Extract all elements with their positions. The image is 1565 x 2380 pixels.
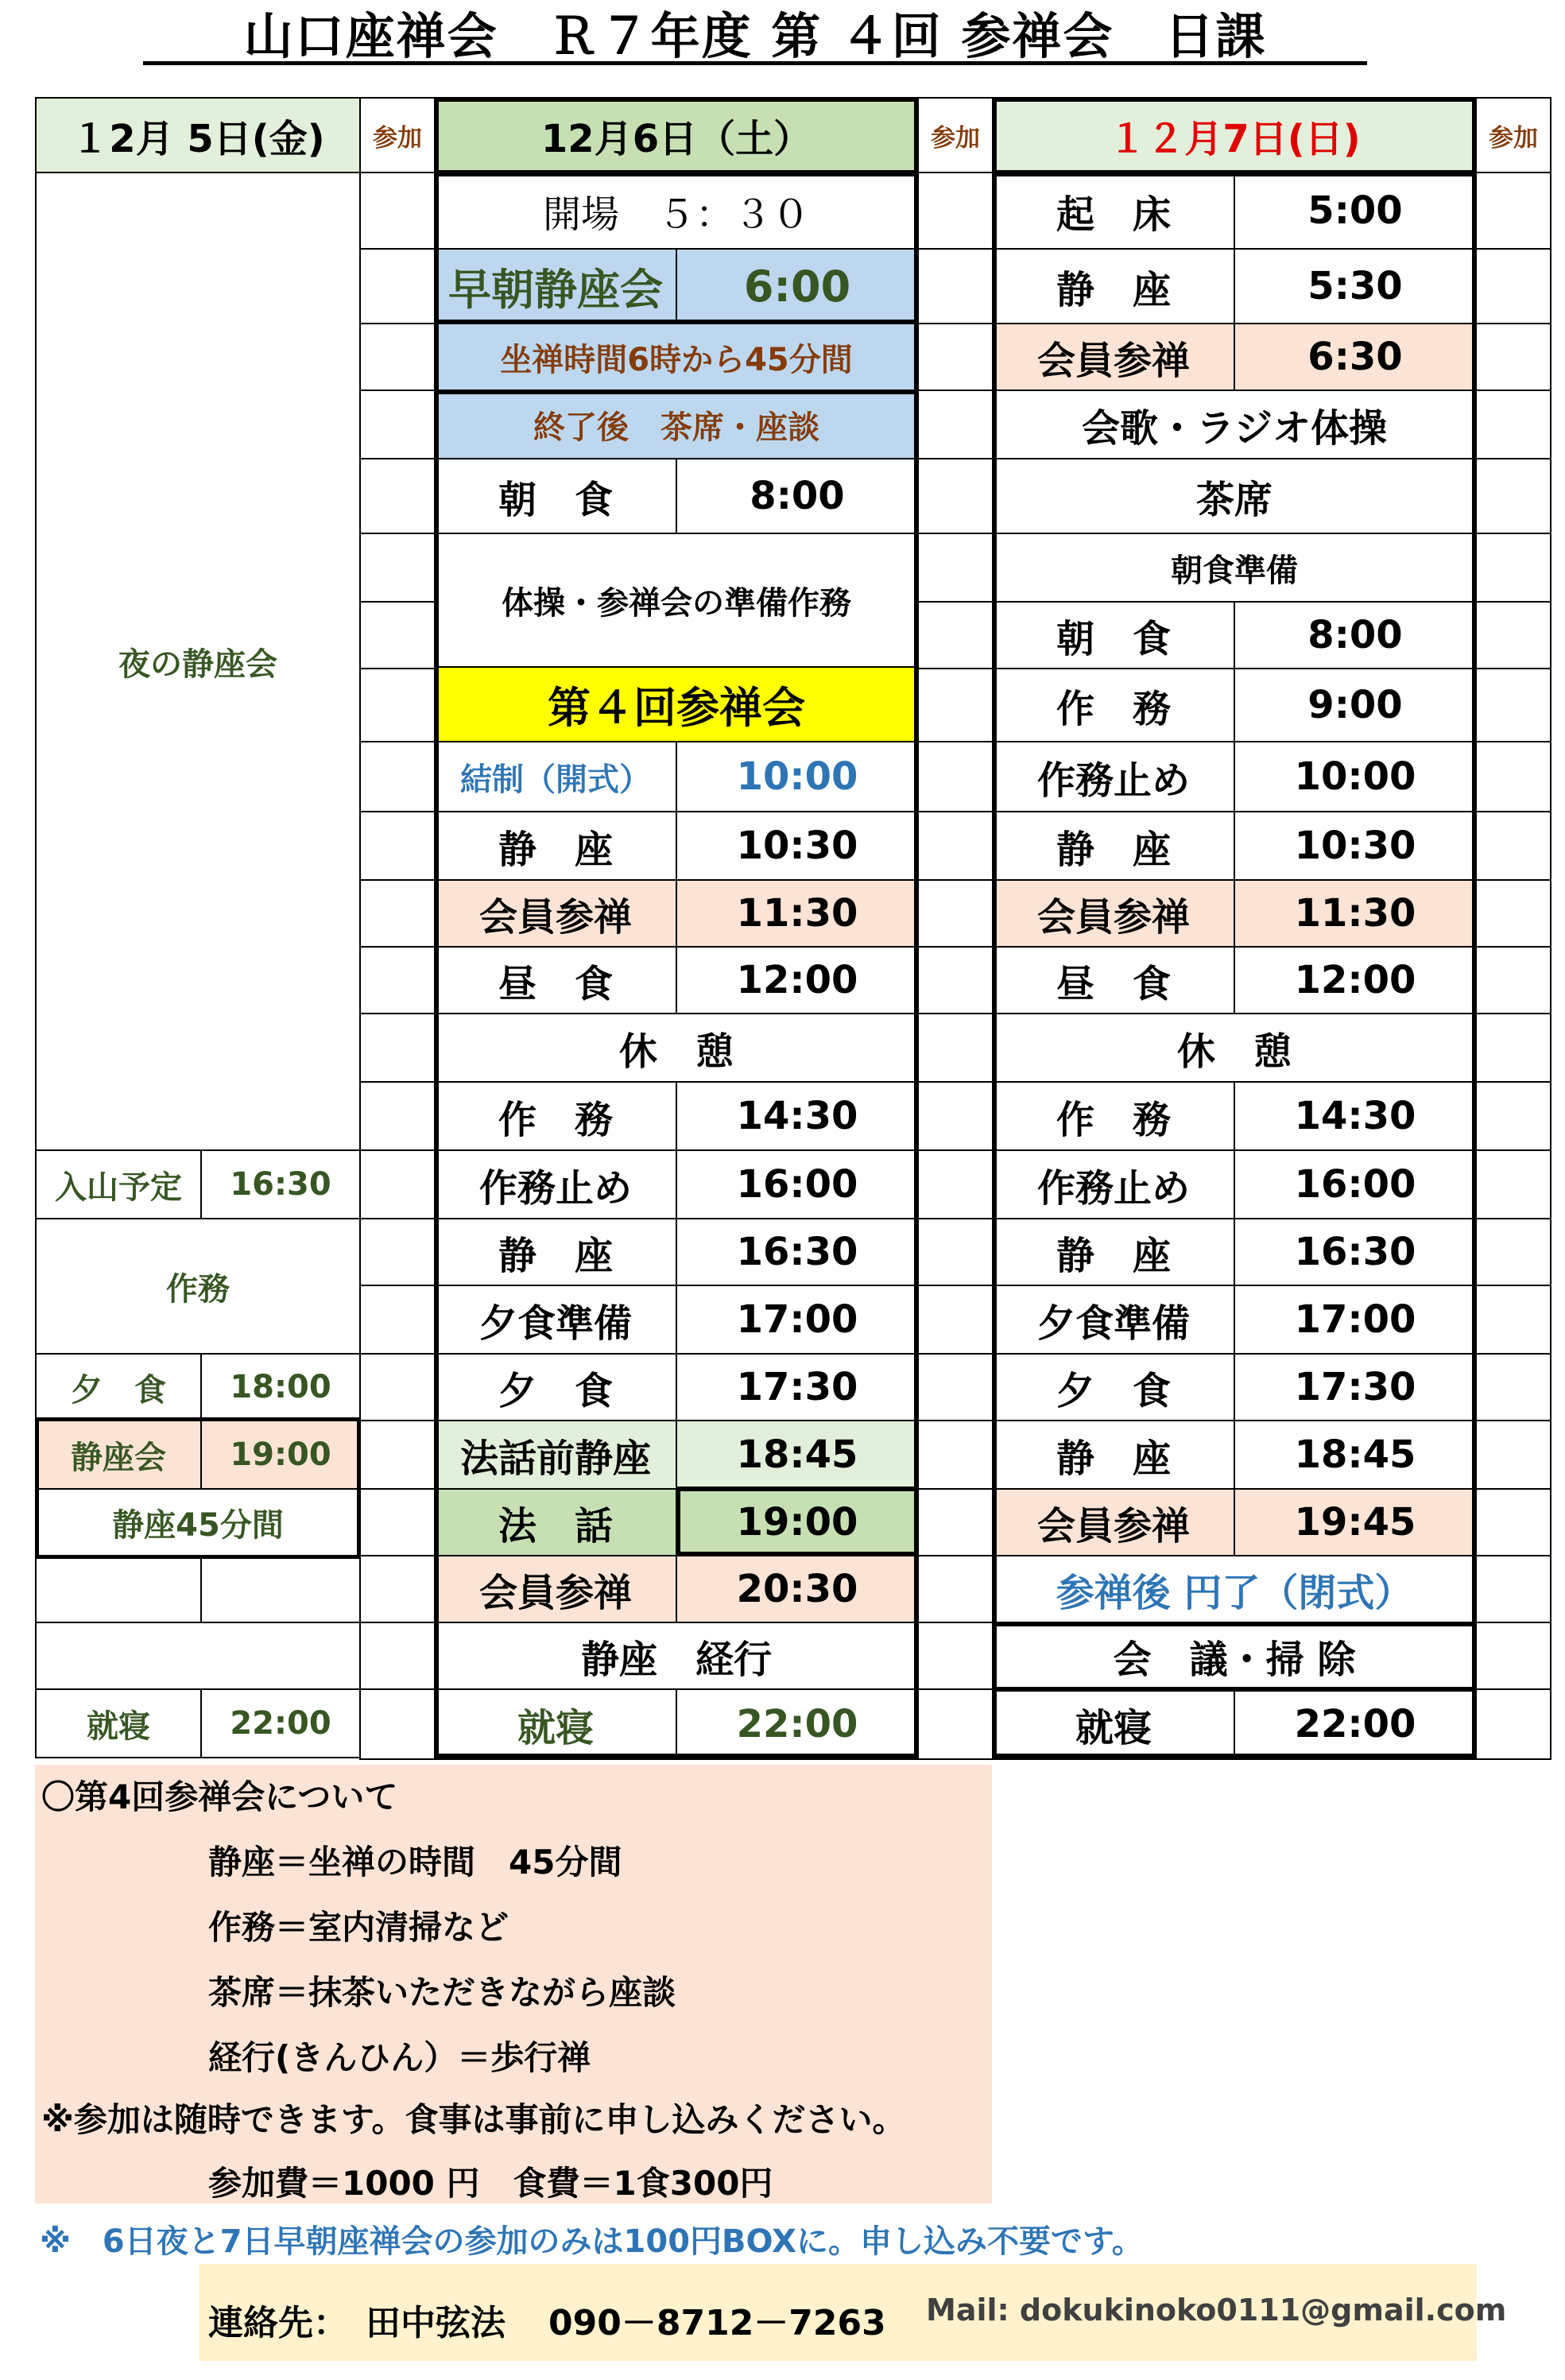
- participation-checkbox[interactable]: [1475, 323, 1551, 391]
- participation-checkbox[interactable]: [359, 390, 436, 459]
- participation-checkbox[interactable]: [917, 946, 994, 1014]
- day1-zazenkai-time: 19:00: [200, 1420, 361, 1490]
- day3-row-label: 作 務: [992, 1081, 1235, 1151]
- contact-box: [199, 2264, 1507, 2361]
- day2-row-time: 16:30: [676, 1218, 919, 1286]
- day3-row-full: 参禅後 円了（閉式）: [992, 1555, 1477, 1623]
- participation-checkbox[interactable]: [359, 741, 436, 812]
- day1-nyuzan-label: 入山予定: [35, 1149, 202, 1219]
- participation-checkbox[interactable]: [1475, 1488, 1551, 1556]
- notes-line-4: 経行(きんひん）＝歩行禅: [208, 2038, 591, 2077]
- participation-checkbox[interactable]: [1475, 811, 1551, 881]
- participation-checkbox[interactable]: [1475, 668, 1551, 742]
- participation-checkbox[interactable]: [1475, 533, 1551, 603]
- day3-row-label: 作 務: [992, 668, 1235, 742]
- day1-blank-row: [35, 1622, 361, 1690]
- participation-checkbox[interactable]: [359, 248, 436, 324]
- participation-checkbox[interactable]: [917, 323, 994, 391]
- participation-checkbox[interactable]: [1475, 1353, 1551, 1421]
- participation-checkbox[interactable]: [917, 1285, 994, 1355]
- day2-row-label: 昼 食: [434, 946, 677, 1014]
- participation-checkbox[interactable]: [359, 323, 436, 391]
- day2-row-label: 作務止め: [434, 1149, 677, 1219]
- day3-row-time: 16:30: [1234, 1218, 1477, 1286]
- day2-row-full: 休 憩: [434, 1013, 919, 1083]
- participation-checkbox[interactable]: [1475, 879, 1551, 948]
- day1-participation-header: 参加: [359, 97, 436, 173]
- participation-checkbox[interactable]: [1475, 1622, 1551, 1690]
- day2-row-time: 17:00: [676, 1285, 919, 1355]
- participation-checkbox[interactable]: [359, 1555, 436, 1623]
- day3-row-time: 10:00: [1234, 741, 1477, 812]
- participation-checkbox[interactable]: [359, 601, 436, 669]
- notes-box: [35, 1765, 992, 2204]
- participation-checkbox[interactable]: [359, 946, 436, 1014]
- participation-checkbox[interactable]: [917, 601, 994, 669]
- participation-checkbox[interactable]: [917, 248, 994, 324]
- day3-participation-header: 参加: [1475, 97, 1551, 173]
- day2-row-time: 10:30: [676, 811, 919, 881]
- participation-checkbox[interactable]: [1475, 1218, 1551, 1286]
- participation-checkbox[interactable]: [917, 811, 994, 881]
- day3-row-label: 起 床: [992, 172, 1235, 250]
- day3-row-full: 朝食準備: [992, 533, 1477, 603]
- notes-line-6: 参加費＝1000 円 食費＝1食300円: [208, 2164, 773, 2203]
- day3-row-time: 22:00: [1234, 1688, 1477, 1760]
- participation-checkbox[interactable]: [917, 1353, 994, 1421]
- participation-checkbox[interactable]: [359, 1149, 436, 1219]
- day1-zazenkai-label: 静座会: [35, 1420, 202, 1490]
- participation-checkbox[interactable]: [1475, 172, 1551, 250]
- day2-breakfast-time: 8:00: [676, 458, 919, 534]
- day2-row-time: 20:30: [676, 1555, 919, 1623]
- box-note: ※ 6日夜と7日早朝座禅会の参加のみは100円BOXに。申し込み不要です。: [40, 2223, 1144, 2260]
- participation-checkbox[interactable]: [359, 1218, 436, 1286]
- day3-row-time: 16:00: [1234, 1149, 1477, 1219]
- participation-checkbox[interactable]: [917, 741, 994, 812]
- day3-row-time: 10:30: [1234, 811, 1477, 881]
- day3-row-time: 14:30: [1234, 1081, 1477, 1151]
- day2-row-time: 16:00: [676, 1149, 919, 1219]
- participation-checkbox[interactable]: [917, 1013, 994, 1083]
- notes-line-5: ※参加は随時できます。食事は事前に申し込みください。: [41, 2100, 906, 2139]
- day1-zazen-45min: 静座45分間: [35, 1488, 361, 1556]
- day2-early-zazen-time: 6:00: [676, 248, 919, 324]
- day2-row-time: 11:30: [676, 879, 919, 948]
- day3-row-label: 作務止め: [992, 741, 1235, 812]
- day3-row-time: 9:00: [1234, 668, 1477, 742]
- participation-checkbox[interactable]: [1475, 1081, 1551, 1151]
- participation-checkbox[interactable]: [917, 668, 994, 742]
- day2-row-label: 夕食準備: [434, 1285, 677, 1355]
- day2-early-zazen-label: 早朝静座会: [434, 248, 677, 324]
- day3-row-label: 静 座: [992, 248, 1235, 324]
- day2-row-time: 18:45: [676, 1420, 919, 1490]
- participation-checkbox[interactable]: [359, 1688, 436, 1760]
- participation-checkbox[interactable]: [917, 533, 994, 603]
- participation-checkbox[interactable]: [917, 1622, 994, 1690]
- day3-row-label: 会員参禅: [992, 1488, 1235, 1556]
- day1-blank-right: [200, 1555, 361, 1623]
- participation-checkbox[interactable]: [1475, 1555, 1551, 1623]
- participation-checkbox[interactable]: [359, 1285, 436, 1355]
- participation-checkbox[interactable]: [359, 1081, 436, 1151]
- participation-checkbox[interactable]: [359, 1013, 436, 1083]
- day3-row-full: 休 憩: [992, 1013, 1477, 1083]
- participation-checkbox[interactable]: [359, 668, 436, 742]
- participation-checkbox[interactable]: [917, 390, 994, 459]
- day1-nyuzan-time: 16:30: [200, 1149, 361, 1219]
- participation-checkbox[interactable]: [1475, 946, 1551, 1014]
- day1-blank-left: [35, 1555, 202, 1623]
- notes-line-2: 作務＝室内清掃など: [208, 1908, 509, 1947]
- participation-checkbox[interactable]: [359, 172, 436, 250]
- day2-row-full: 静座 経行: [434, 1622, 919, 1690]
- participation-checkbox[interactable]: [359, 1420, 436, 1490]
- day3-header: １２月7日(日): [992, 97, 1477, 173]
- day3-row-time: 18:45: [1234, 1420, 1477, 1490]
- day3-row-time: 6:30: [1234, 323, 1477, 391]
- day2-venue-open: 開場 ５：３０: [434, 172, 919, 250]
- day2-row-label: 夕 食: [434, 1353, 677, 1421]
- participation-checkbox[interactable]: [359, 533, 436, 603]
- day1-dinner-time: 18:00: [200, 1353, 361, 1421]
- contact-name: 田中弦法: [366, 2303, 506, 2343]
- participation-checkbox[interactable]: [1475, 741, 1551, 812]
- day3-row-label: 作務止め: [992, 1149, 1235, 1219]
- day2-row-label: 静 座: [434, 1218, 677, 1286]
- day3-row-time: 12:00: [1234, 946, 1477, 1014]
- participation-checkbox[interactable]: [359, 1353, 436, 1421]
- day1-bedtime-label: 就寝: [35, 1688, 202, 1758]
- participation-checkbox[interactable]: [917, 1420, 994, 1490]
- day3-row-time: 19:45: [1234, 1488, 1477, 1556]
- participation-checkbox[interactable]: [1475, 1149, 1551, 1219]
- day2-prep-samu: 体操・参禅会の準備作務: [434, 533, 919, 668]
- participation-checkbox[interactable]: [359, 879, 436, 948]
- participation-checkbox[interactable]: [917, 172, 994, 250]
- day2-row-label: 会員参禅: [434, 1555, 677, 1623]
- page-title: 山口座禅会 Ｒ７年度 第 ４回 参禅会 日課: [143, 11, 1367, 65]
- day2-after-tea: 終了後 茶席・座談: [434, 390, 919, 459]
- participation-checkbox[interactable]: [359, 458, 436, 534]
- participation-checkbox[interactable]: [359, 811, 436, 881]
- day3-row-label: 就寝: [992, 1688, 1235, 1760]
- day3-row-time: 5:30: [1234, 248, 1477, 324]
- day2-row-label: 法話前静座: [434, 1420, 677, 1490]
- day2-row-label: 就寝: [434, 1688, 677, 1760]
- day3-row-label: 会員参禅: [992, 323, 1235, 391]
- participation-checkbox[interactable]: [1475, 248, 1551, 324]
- day2-row-time: 22:00: [676, 1688, 919, 1760]
- day2-row-label: 会員参禅: [434, 879, 677, 948]
- notes-line-3: 茶席＝抹茶いただきながら座談: [208, 1973, 676, 2012]
- day2-participation-header: 参加: [917, 97, 994, 173]
- participation-checkbox[interactable]: [1475, 601, 1551, 669]
- participation-checkbox[interactable]: [1475, 1688, 1551, 1760]
- participation-checkbox[interactable]: [359, 1488, 436, 1556]
- participation-checkbox[interactable]: [1475, 1285, 1551, 1355]
- day2-row-label: 結制（開式）: [434, 741, 677, 812]
- day3-row-label: 夕食準備: [992, 1285, 1235, 1355]
- day3-row-label: 静 座: [992, 811, 1235, 881]
- day3-row-time: 17:00: [1234, 1285, 1477, 1355]
- contact-phone: 090－8712－7263: [548, 2303, 886, 2343]
- day3-row-full: 茶席: [992, 458, 1477, 534]
- contact-email: Mail: dokukinoko0111@gmail.com: [926, 2293, 1507, 2328]
- participation-checkbox[interactable]: [917, 1688, 994, 1760]
- notes-line-1: 静座＝坐禅の時間 45分間: [208, 1843, 622, 1882]
- day1-header: １2月 5日(金): [35, 97, 361, 173]
- day2-row-time: 19:00: [676, 1488, 919, 1556]
- participation-checkbox[interactable]: [917, 1488, 994, 1556]
- day2-row-label: 法 話: [434, 1488, 677, 1556]
- day3-row-label: 昼 食: [992, 946, 1235, 1014]
- day2-row-time: 14:30: [676, 1081, 919, 1151]
- day2-row-time: 17:30: [676, 1353, 919, 1421]
- day3-row-label: 朝 食: [992, 601, 1235, 669]
- day3-row-label: 静 座: [992, 1420, 1235, 1490]
- day2-header: 12月6日（土）: [434, 97, 919, 173]
- participation-checkbox[interactable]: [1475, 390, 1551, 459]
- day3-row-time: 5:00: [1234, 172, 1477, 250]
- participation-checkbox[interactable]: [917, 1218, 994, 1286]
- contact-label: 連絡先：: [208, 2303, 348, 2343]
- day2-zazen-duration: 坐禅時間6時から45分間: [434, 323, 919, 391]
- participation-checkbox[interactable]: [917, 1081, 994, 1151]
- day2-breakfast-label: 朝 食: [434, 458, 677, 534]
- day2-row-label: 静 座: [434, 811, 677, 881]
- participation-checkbox[interactable]: [917, 458, 994, 534]
- participation-checkbox[interactable]: [917, 1555, 994, 1623]
- day3-row-label: 夕 食: [992, 1353, 1235, 1421]
- day3-row-label: 会員参禅: [992, 879, 1235, 948]
- day3-row-time: 11:30: [1234, 879, 1477, 948]
- day3-row-time: 8:00: [1234, 601, 1477, 669]
- day2-event-title: 第４回参禅会: [434, 666, 919, 742]
- day3-row-full: 会歌・ラジオ体操: [992, 390, 1477, 459]
- day2-row-time: 10:00: [676, 741, 919, 812]
- day3-row-full: 会 議・掃 除: [992, 1622, 1477, 1690]
- participation-checkbox[interactable]: [1475, 458, 1551, 534]
- notes-heading: 〇第4回参禅会について: [41, 1777, 398, 1816]
- participation-checkbox[interactable]: [917, 1149, 994, 1219]
- participation-checkbox[interactable]: [917, 879, 994, 948]
- day1-night-zazen: 夜の静座会: [35, 172, 361, 1151]
- day3-row-label: 静 座: [992, 1218, 1235, 1286]
- participation-checkbox[interactable]: [1475, 1013, 1551, 1083]
- day2-row-label: 作 務: [434, 1081, 677, 1151]
- participation-checkbox[interactable]: [1475, 1420, 1551, 1490]
- day1-dinner-label: 夕 食: [35, 1353, 202, 1421]
- participation-checkbox[interactable]: [359, 1622, 436, 1690]
- day3-row-time: 17:30: [1234, 1353, 1477, 1421]
- day2-row-time: 12:00: [676, 946, 919, 1014]
- day1-bedtime-time: 22:00: [200, 1688, 361, 1758]
- day1-samu: 作務: [35, 1218, 361, 1355]
